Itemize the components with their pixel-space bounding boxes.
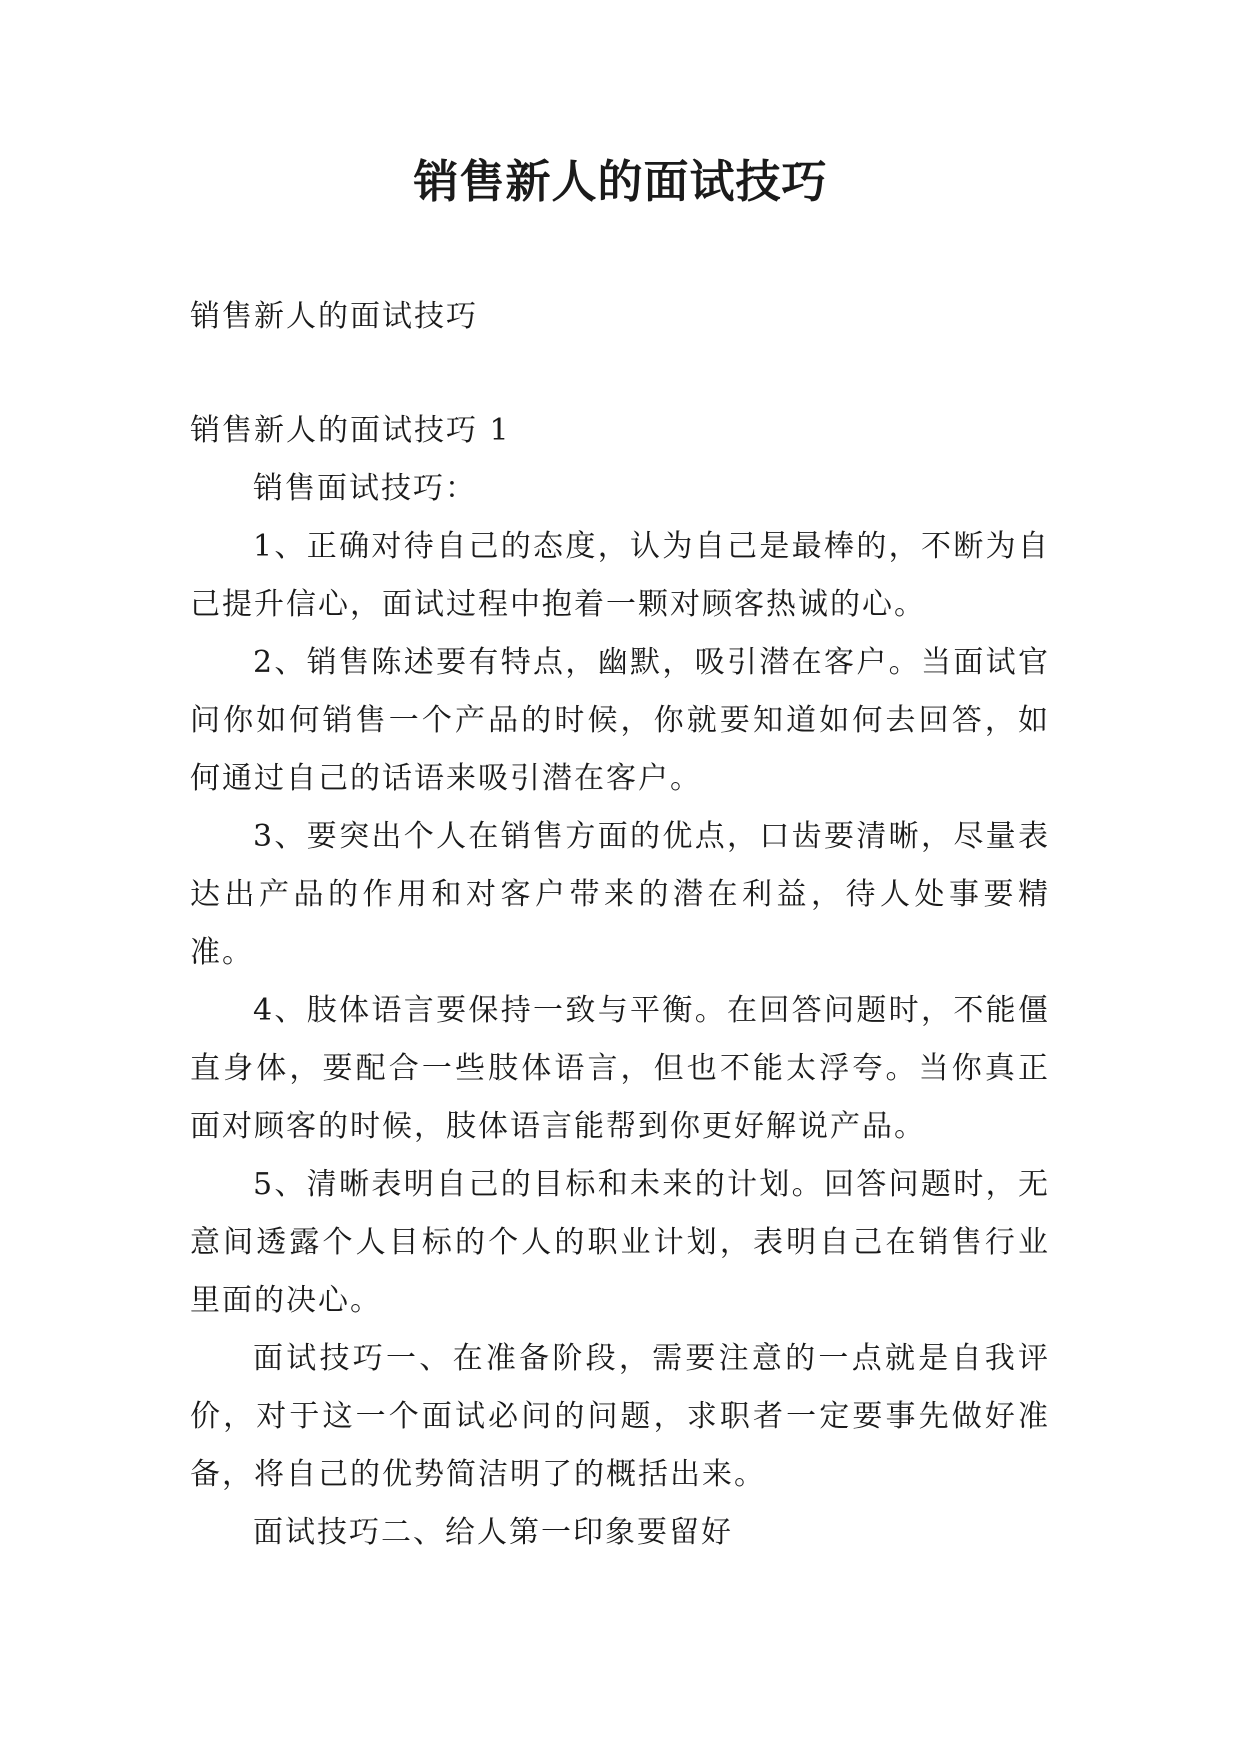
- document-subtitle: 销售新人的面试技巧: [190, 299, 478, 334]
- paragraph: 面试技巧二、给人第一印象要留好: [253, 1515, 733, 1550]
- document-title: 销售新人的面试技巧: [413, 155, 828, 208]
- paragraph: 面试技巧一、在准备阶段，需要注意的一点就是自我评价，对于这一个面试必问的问题，求职者一定要事先做好准备，将自己的优势简洁明了的概括出来。: [190, 1341, 1050, 1492]
- paragraph: 4、肢体语言要保持一致与平衡。在回答问题时，不能僵直身体，要配合一些肢体语言，但也不能太浮夸。当你真正面对顾客的时候，肢体语言能帮到你更好解说产品。: [190, 993, 1050, 1144]
- document-body: [190, 288, 1050, 1562]
- paragraph: 销售面试技巧：: [253, 471, 477, 506]
- section-heading: 销售新人的面试技巧 1: [190, 413, 511, 448]
- paragraph: 1、正确对待自己的态度，认为自己是最棒的，不断为自己提升信心，面试过程中抱着一颗对顾客热诚的心。: [190, 529, 1050, 622]
- paragraph: 3、要突出个人在销售方面的优点，口齿要清晰，尽量表达出产品的作用和对客户带来的潜在利益，待人处事要精准。: [190, 819, 1050, 970]
- paragraph: 2、销售陈述要有特点，幽默，吸引潜在客户。当面试官问你如何销售一个产品的时候，你就要知道如何去回答，如何通过自己的话语来吸引潜在客户。: [190, 645, 1050, 796]
- paragraph: 5、清晰表明自己的目标和未来的计划。回答问题时，无意间透露个人目标的个人的职业计划，表明自己在销售行业里面的决心。: [190, 1167, 1050, 1318]
